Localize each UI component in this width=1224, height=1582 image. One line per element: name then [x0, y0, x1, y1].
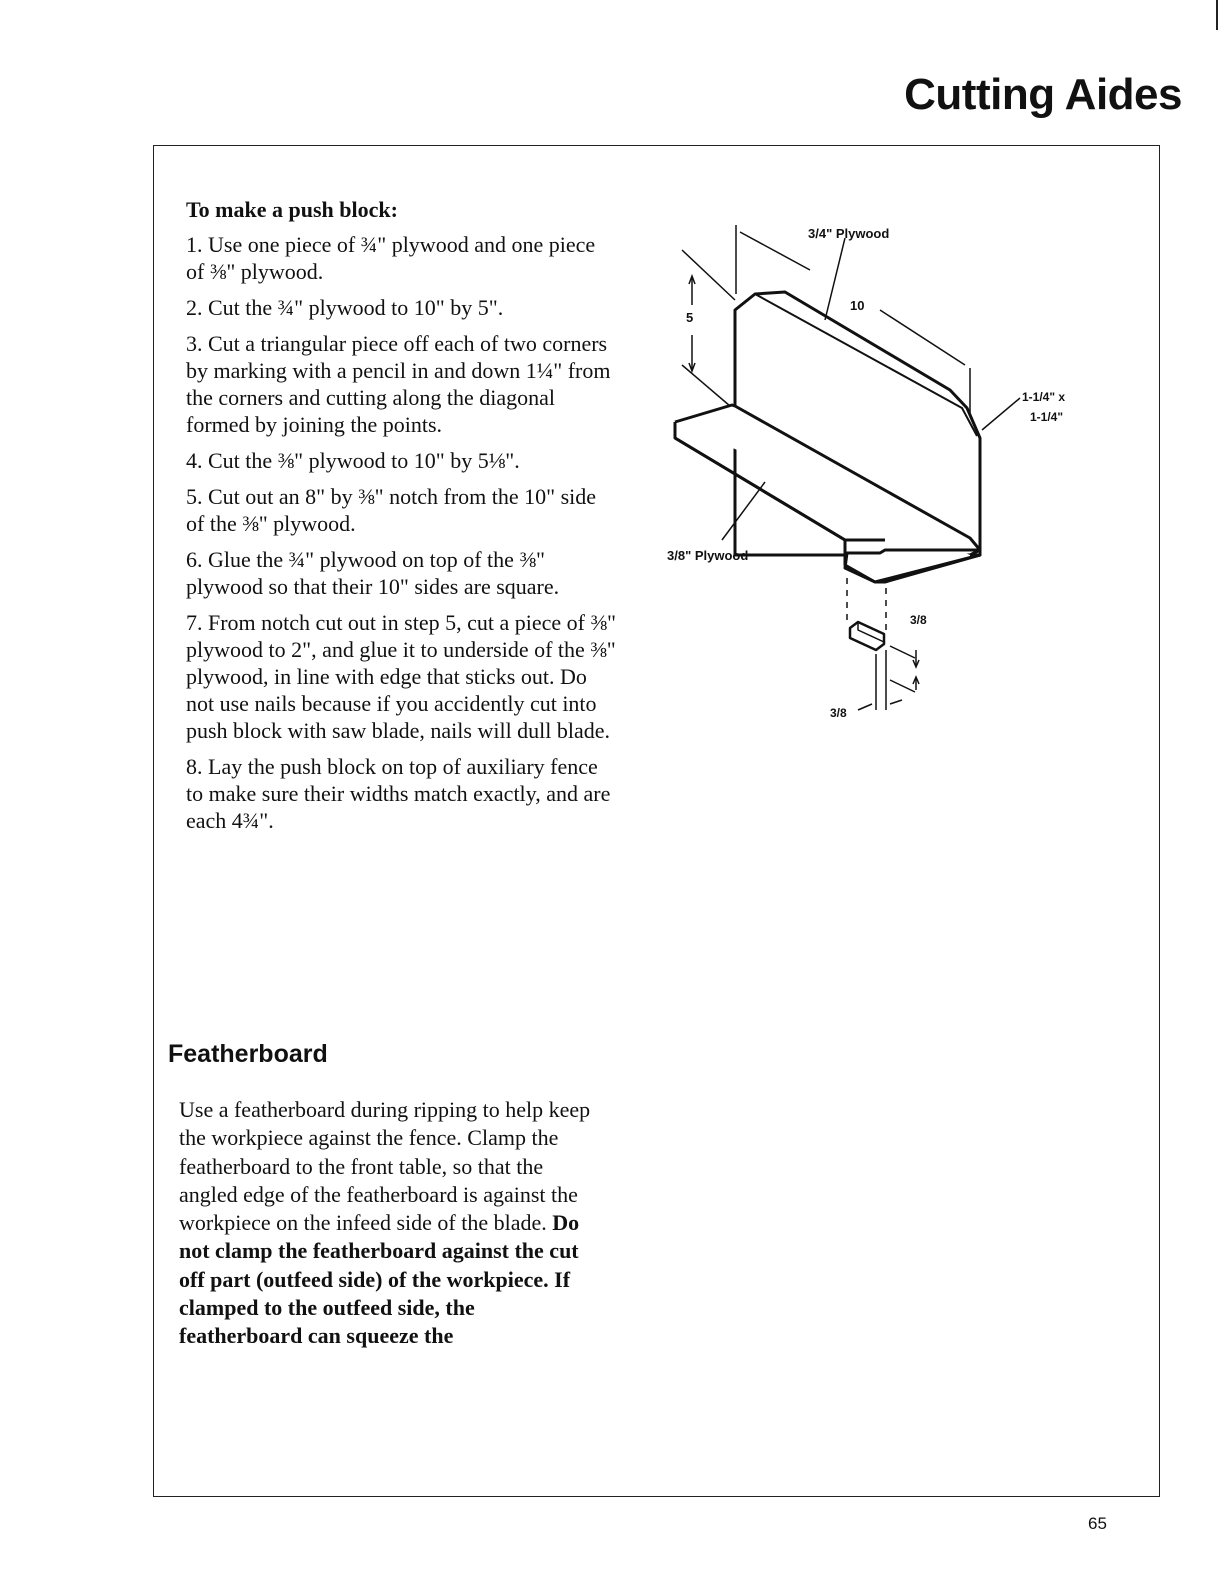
step-2: 2. Cut the ¾" plywood to 10" by 5". — [186, 295, 504, 320]
featherboard-body — [179, 1096, 599, 1351]
featherboard-text: Use a featherboard during ripping to help keep the workpiece against the fence. Clamp the featherboard to the front table, so that the angled edge of the featherboard is against the workpiece on the infeed side of the blade. — [179, 1097, 591, 1236]
step-7: 7. From notch cut out in step 5, cut a piece of ⅜" plywood to 2", and glue it to underside of the ⅜" plywood, in line with edge that sticks out. Do not use nails because if you accidently cut into push block with saw blade, nails will dull blade. — [186, 610, 616, 743]
step-8: 8. Lay the push block on top of auxiliary fence to make sure their widths match exactly, and are each 4¾". — [186, 754, 611, 833]
step-3: 3. Cut a triangular piece off each of two corners by marking with a pencil in and down 1¼" from the corners and cutting along the diagonal formed by joining the points. — [186, 331, 611, 437]
featherboard-warning: Do not clamp the featherboard against the cut off part (outfeed side) of the workpiece. If clamped to the outfeed side, the featherboard can squeeze the — [179, 1210, 580, 1349]
label-base-plywood: 3/8" Plywood — [667, 548, 749, 563]
upright-plywood — [735, 292, 980, 555]
push-block-diagram — [640, 210, 1100, 730]
label-notch-width: 3/8 — [910, 613, 927, 627]
label-corner-1: 1-1/4" x — [1022, 390, 1066, 404]
page-title: Cutting Aides — [904, 70, 1182, 119]
featherboard-heading: Featherboard — [168, 1040, 328, 1068]
step-5: 5. Cut out an 8" by ⅜" notch from the 10" side of the ⅜" plywood. — [186, 484, 597, 536]
scan-edge-mark — [1216, 0, 1218, 30]
step-4: 4. Cut the ⅜" plywood to 10" by 5⅛". — [186, 448, 520, 473]
push-block-heading: To make a push block: — [186, 197, 398, 222]
step-6: 6. Glue the ¾" plywood on top of the ⅜" plywood so that their 10" sides are square. — [186, 547, 560, 599]
cutoff-piece — [850, 622, 884, 650]
label-corner-2: 1-1/4" — [1030, 410, 1064, 424]
label-notch-height: 3/8 — [830, 706, 847, 720]
label-length: 10 — [850, 298, 865, 313]
label-top-plywood: 3/4" Plywood — [808, 226, 890, 241]
page-number: 65 — [1088, 1514, 1107, 1533]
step-1: 1. Use one piece of ¾" plywood and one piece of ⅜" plywood. — [186, 232, 596, 284]
label-height: 5 — [686, 310, 694, 325]
push-block-instructions — [186, 196, 616, 843]
